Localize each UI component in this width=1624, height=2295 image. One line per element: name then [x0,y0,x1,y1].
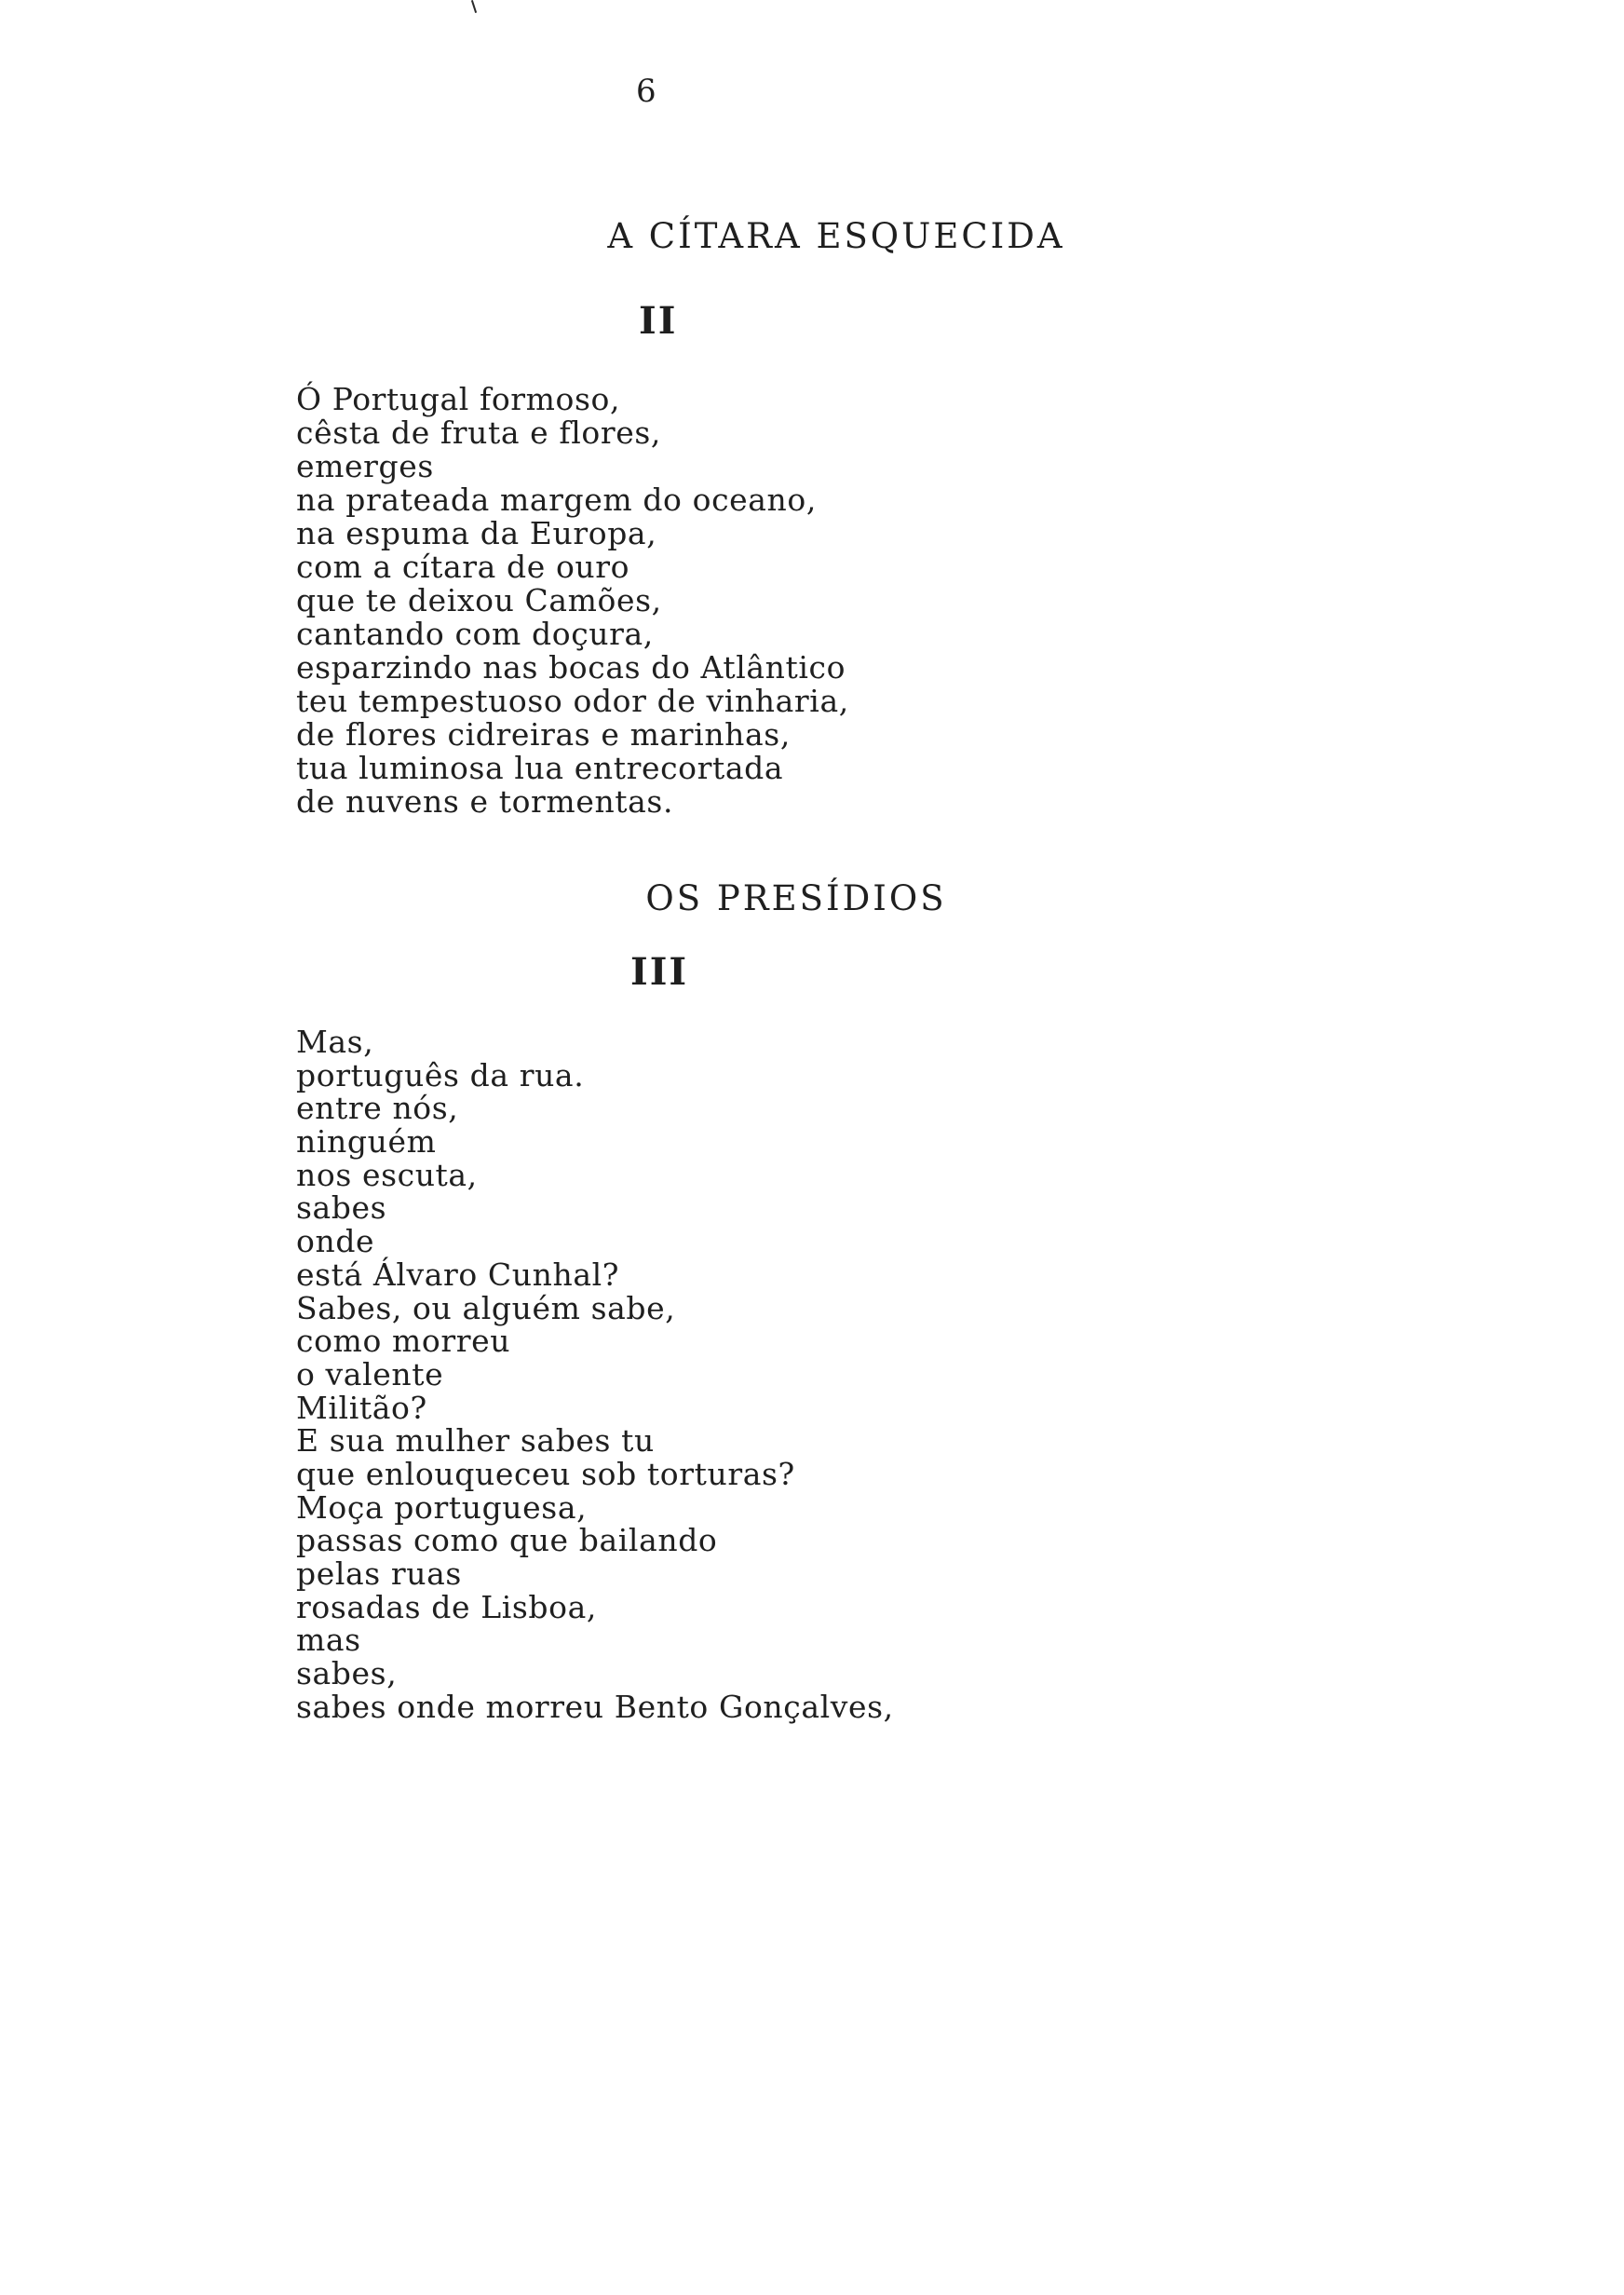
verse-line: Sabes, ou alguém sabe, [296,1289,676,1326]
verse-line: ninguém [296,1123,437,1161]
poem-stanza-citara [296,383,849,819]
verse-line: Ó Portugal formoso, [296,381,621,417]
verse-line: mas [296,1622,361,1659]
verse-line: Militão? [296,1389,427,1426]
verse-line: pelas ruas [296,1555,462,1592]
verse-line: rosadas de Lisboa, [296,1588,597,1625]
verse-line: passas como que bailando [296,1522,718,1559]
verse-line: nos escuta, [296,1156,478,1193]
section-number-iii: III [630,950,689,994]
section-number-ii: II [639,299,678,343]
verse-line: de flores cidreiras e marinhas, [296,716,791,753]
verse-line: está Álvaro Cunhal? [296,1256,620,1293]
page-number: 6 [636,73,657,110]
verse-line: português da rua. [296,1056,585,1093]
verse-line: Mas, [296,1024,374,1060]
stray-mark [471,0,477,13]
verse-line: como morreu [296,1323,511,1360]
verse-line: o valente [296,1355,444,1392]
verse-line: cantando com doçura, [296,616,654,652]
verse-line: sabes [296,1189,387,1227]
verse-line: sabes, [296,1655,398,1692]
verse-line: Moça portuguesa, [296,1488,588,1526]
verse-line: tua luminosa lua entrecortada [296,750,784,786]
verse-line: na prateada margem do oceano, [296,482,817,518]
verse-line: teu tempestuoso odor de vinharia, [296,683,849,719]
verse-line: cêsta de fruta e flores, [296,414,661,451]
verse-line: onde [296,1223,375,1260]
verse-line: E sua mulher sabes tu [296,1422,655,1460]
verse-line: com a cítara de ouro [296,549,630,585]
verse-line: de nuvens e tormentas. [296,783,674,820]
poem-stanza-presidios [296,1025,894,1723]
poem-title-citara: A CÍTARA ESQUECIDA [607,216,1065,256]
verse-line: na espuma da Europa, [296,515,657,551]
verse-line: emerges [296,448,434,484]
verse-line: que te deixou Camões, [296,582,662,618]
verse-line: sabes onde morreu Bento Gonçalves, [296,1688,894,1725]
poem-title-presidios: OS PRESÍDIOS [645,878,947,918]
verse-line: que enlouqueceu sob torturas? [296,1455,795,1492]
verse-line: esparzindo nas bocas do Atlântico [296,649,846,686]
verse-line: entre nós, [296,1090,459,1127]
